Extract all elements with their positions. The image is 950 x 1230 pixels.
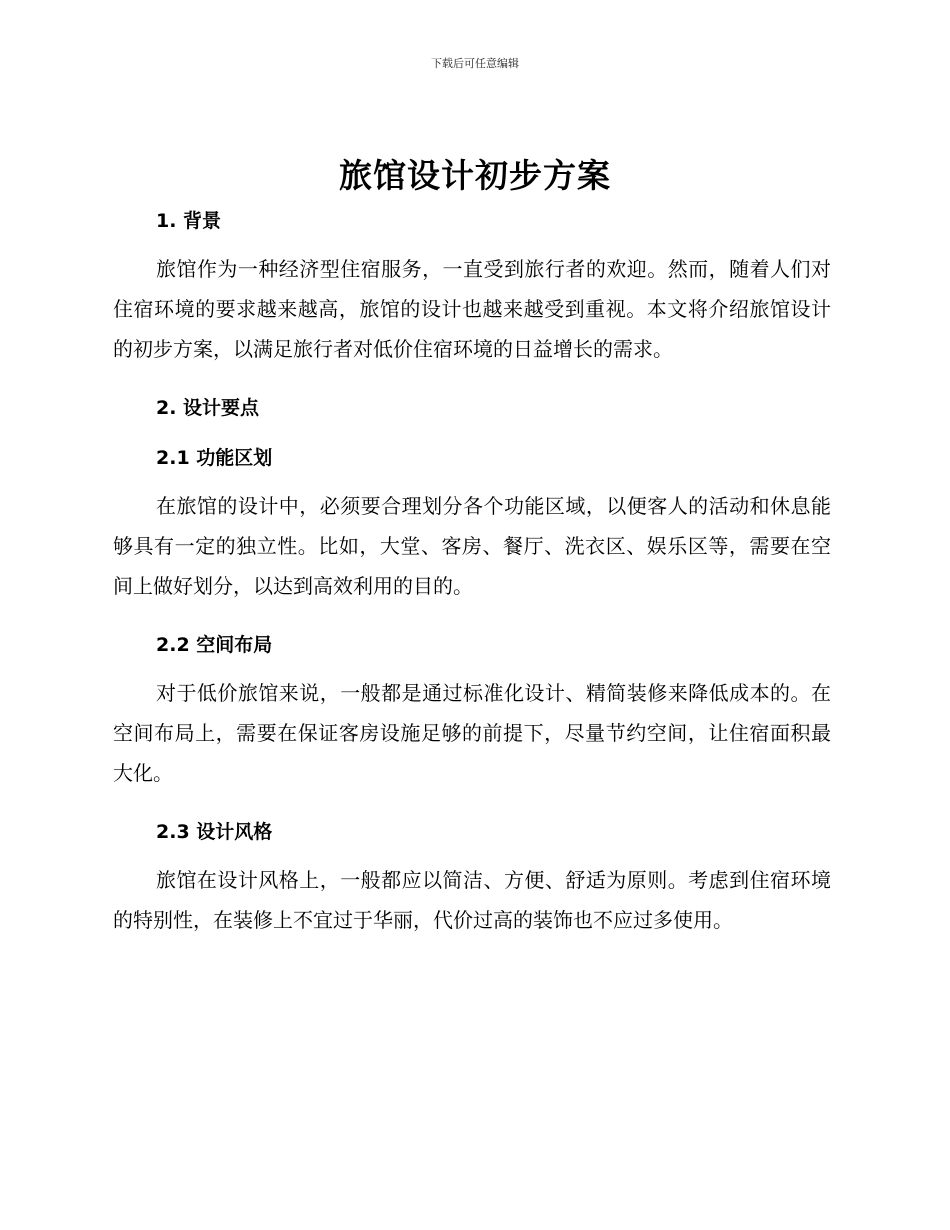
paragraph-functional-zoning: 在旅馆的设计中，必须要合理划分各个功能区域，以便客人的活动和休息能够具有一定的独立性。比如，大堂、客房、餐厅、洗衣区、娱乐区等，需要在空间上做好划分，以达到高效利用的目的。 xyxy=(113,494,831,598)
paragraph-design-style: 旅馆在设计风格上，一般都应以简洁、方便、舒适为原则。考虑到住宿环境的特别性，在装修上不宜过于华丽，代价过高的装饰也不应过多使用。 xyxy=(113,868,831,932)
paragraph-spatial-layout: 对于低价旅馆来说，一般都是通过标准化设计、精简装修来降低成本的。在空间布局上，需要在保证客房设施足够的前提下，尽量节约空间，让住宿面积最大化。 xyxy=(113,681,831,785)
section-heading-design-points: 2. 设计要点 xyxy=(156,397,260,419)
paragraph-background: 旅馆作为一种经济型住宿服务，一直受到旅行者的欢迎。然而，随着人们对住宿环境的要求越来越高，旅馆的设计也越来越受到重视。本文将介绍旅馆设计的初步方案，以满足旅行者对低价住宿环境的日益增长的需求。 xyxy=(113,257,831,361)
document-title: 旅馆设计初步方案 xyxy=(339,156,611,195)
section-heading-design-style: 2.3 设计风格 xyxy=(156,821,273,843)
document-body xyxy=(113,196,831,954)
section-heading-spatial-layout: 2.2 空间布局 xyxy=(156,634,273,656)
header-note: 下载后可任意编辑 xyxy=(431,57,519,70)
section-heading-functional-zoning: 2.1 功能区划 xyxy=(156,447,273,469)
section-heading-background: 1. 背景 xyxy=(156,210,222,232)
